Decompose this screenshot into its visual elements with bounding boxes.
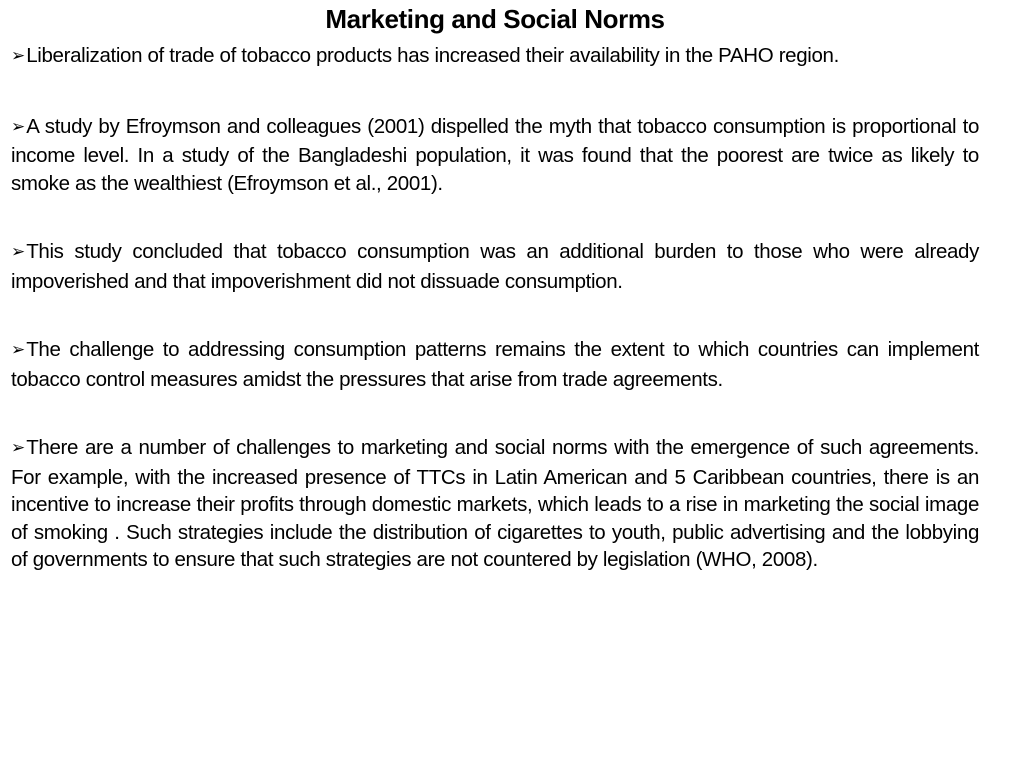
bullet-text: This study concluded that tobacco consumption was an additional burden to those who were already impoverished and that impoverishment did not dissuade consumption. bbox=[11, 240, 979, 293]
arrow-bullet-icon: ➢ bbox=[11, 46, 26, 66]
arrow-bullet-icon: ➢ bbox=[11, 340, 26, 360]
bullet-item bbox=[11, 434, 979, 574]
bullet-item bbox=[11, 42, 979, 72]
bullet-text: A study by Efroymson and colleagues (2001) dispelled the myth that tobacco consumption is proportional to income level. In a study of the Bangladeshi population, it was found that the poorest are twice as likely to smoke as the wealthiest (Efroymson et al., 2001). bbox=[11, 114, 979, 195]
bullet-text: There are a number of challenges to marketing and social norms with the emergence of such agreements. For example, with the increased presence of TTCs in Latin American and 5 Caribbean countries, there is an incentive to increase their profits through domestic markets, which leads to a rise in marketing the social image of smoking . Such strategies include the distribution of cigarettes to youth, public advertising and the lobbying of governments to ensure that such strategies are not countered by legislation (WHO, 2008). bbox=[11, 436, 979, 571]
bullet-text: Liberalization of trade of tobacco products has increased their availability in the PAHO region. bbox=[26, 44, 839, 67]
arrow-bullet-icon: ➢ bbox=[11, 116, 26, 137]
slide-title: Marketing and Social Norms bbox=[325, 4, 665, 34]
bullet-list bbox=[11, 42, 979, 574]
bullet-item bbox=[11, 336, 979, 393]
bullet-item bbox=[11, 238, 979, 295]
arrow-bullet-icon: ➢ bbox=[11, 438, 26, 458]
bullet-item bbox=[11, 113, 979, 198]
bullet-text: The challenge to addressing consumption patterns remains the extent to which countries can implement tobacco control measures amidst the pressures that arise from trade agreements. bbox=[11, 338, 979, 391]
arrow-bullet-icon: ➢ bbox=[11, 242, 26, 262]
